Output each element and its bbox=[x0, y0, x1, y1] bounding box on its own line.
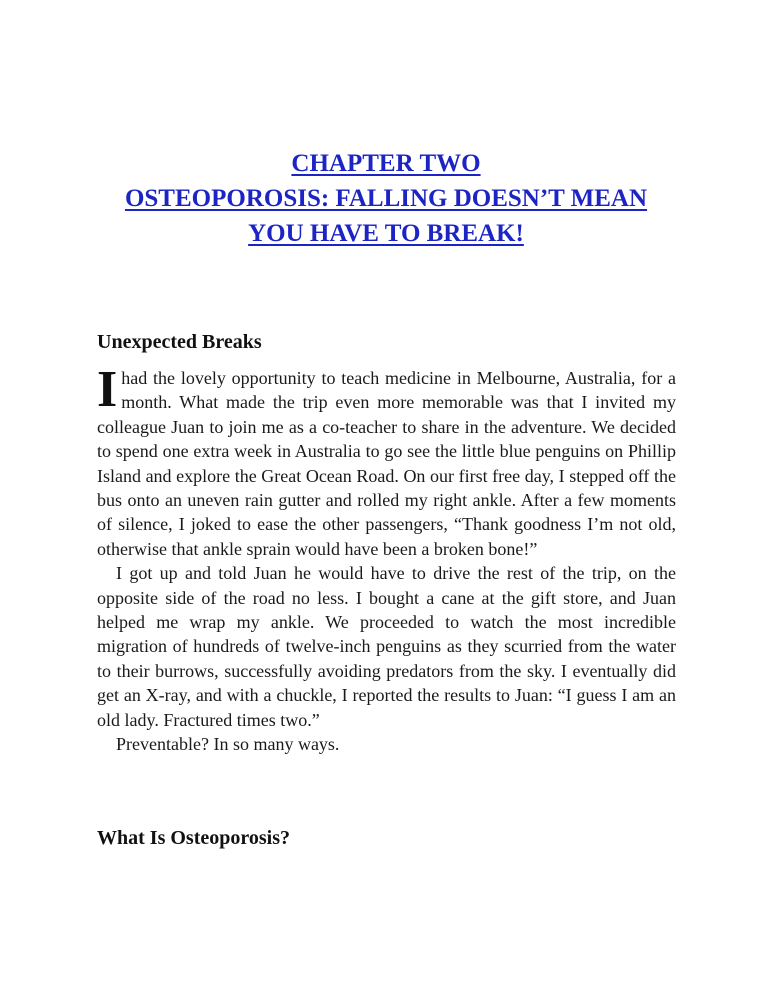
paragraph-1 bbox=[97, 361, 676, 561]
paragraph-1-text: had the lovely opportunity to teach medicine in Melbourne, Australia, for a month. What made the trip even more memorable was that I invited my colleague Juan to join me as a co-teacher to share in the adventure. We decided to spend one extra week in Australia to go see the little blue penguins on Phillip Island and explore the Great Ocean Road. On our first free day, I stepped off the bus onto an uneven rain gutter and rolled my right ankle. After a few moments of silence, I joked to ease the other passengers, “Thank goodness I’m not old, otherwise that ankle sprain would have been a broken bone!” bbox=[97, 368, 676, 559]
section-heading-unexpected-breaks: Unexpected Breaks bbox=[97, 331, 262, 353]
paragraph-3: Preventable? In so many ways. bbox=[116, 734, 340, 755]
paragraph-2: I got up and told Juan he would have to drive the rest of the trip, on the opposite side of the road no less. I bought a cane at the gift store, and Juan helped me wrap my ankle. We proceeded to watch the most incredible migration of hundreds of twelve-inch penguins as they scurried from the water to their burrows, successfully avoiding predators from the sky. I eventually did get an X-ray, and with a chuckle, I reported the results to Juan: “I guess I am an old lady. Fractured times two.” bbox=[97, 563, 676, 730]
drop-cap: I bbox=[97, 361, 118, 418]
chapter-title-link-line2[interactable]: YOU HAVE TO BREAK! bbox=[248, 220, 524, 247]
section-heading-what-is-osteoporosis: What Is Osteoporosis? bbox=[97, 827, 290, 849]
section-body bbox=[97, 361, 676, 757]
chapter-title-link-line1[interactable]: OSTEOPOROSIS: FALLING DOESN’T MEAN bbox=[124, 185, 648, 212]
chapter-heading bbox=[0, 146, 772, 251]
chapter-number-link[interactable]: CHAPTER TWO bbox=[291, 150, 481, 177]
